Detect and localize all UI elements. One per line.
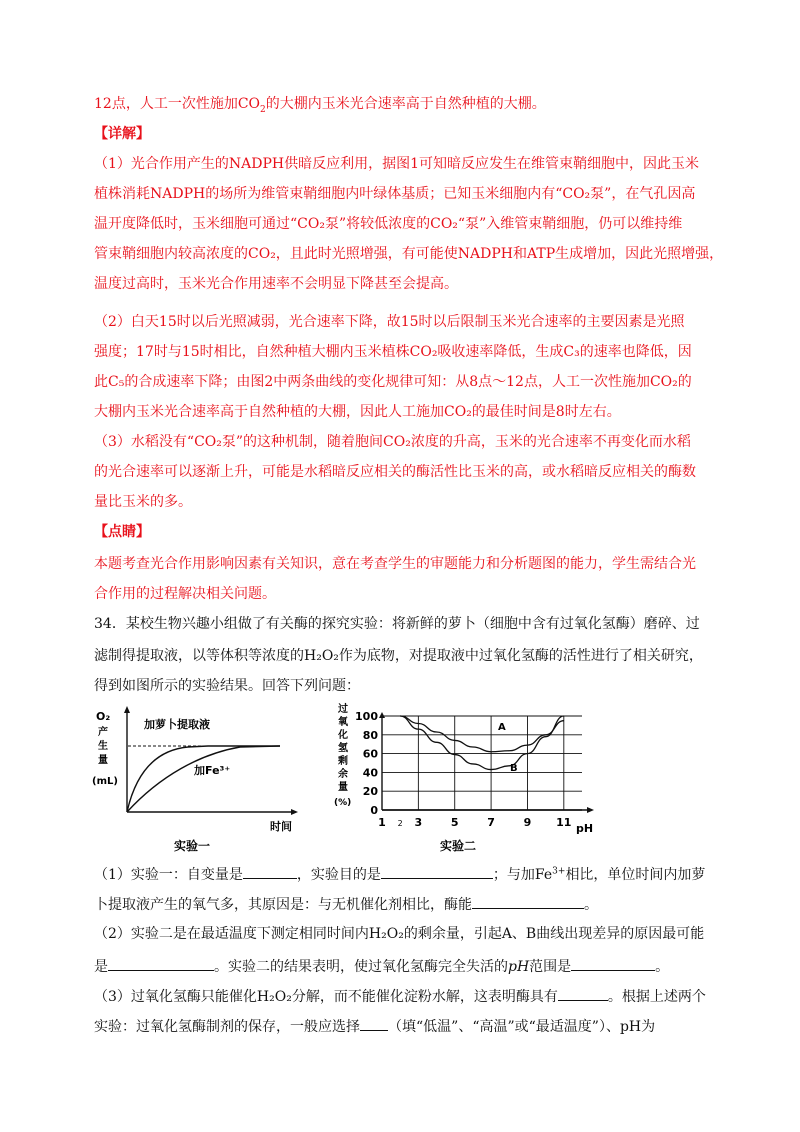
q34-stem-line3: 得到如图所示的实验结果。回答下列问题： — [94, 678, 360, 694]
exp2-title: 实验二 — [440, 839, 477, 853]
detail-q1-line3: 温开度降低时，玉米细胞可通过“CO₂泵”将较低浓度的CO₂“泵”入维管束鞘细胞，仍可以维持维 — [94, 216, 683, 232]
exp2-ytick-3: 60 — [362, 747, 378, 761]
blank-4[interactable] — [108, 956, 214, 971]
q34-sub2-line2: 是 。实验二的结果表明，使过氧化氢酶完全失活的pH范围是 。 — [94, 956, 714, 977]
detail-q3-line3: 量比玉米的多。 — [94, 494, 192, 510]
detail-q1-line1: （1）光合作用产生的NADPH供暗反应利用，据图1可知暗反应发生在维管束鞘细胞中，因此玉米 — [94, 156, 700, 172]
exp1-ylabel-2: 生 — [98, 741, 108, 752]
exp1-xlabel: 时间 — [270, 820, 292, 833]
detail-q1-line4: 管束鞘细胞内较高浓度的CO₂，且此时光照增强，有可能使NADPH和ATP生成增加，因此光照增强， — [94, 246, 724, 262]
exp2-xtick-3: 5 — [450, 816, 459, 829]
comment-line1: 本题考查光合作用影响因素有关知识，意在考查学生的审题能力和分析题图的能力，学生需结合光 — [94, 556, 696, 572]
answer-continuation: 12点，人工一次性施加$CO_2$的大棚内玉米光合速率高于自然种植的大棚。 — [94, 96, 546, 115]
exp1-legend-fe: 加Fe³⁺ — [194, 764, 231, 777]
exp1-series-fe — [127, 746, 280, 812]
exp2-ylabel-5: 余 — [338, 769, 348, 780]
detail-q3-line2: 的光合速率可以逐渐上升，可能是水稻暗反应相关的酶活性比玉米的高，或水稻暗反应相关的酶数 — [94, 464, 696, 480]
blank-5[interactable] — [571, 956, 655, 971]
detail-q2-line1: （2）白天15时以后光照减弱，光合速率下降，故15时以后限制玉米光合速率的主要因素是光照 — [94, 314, 685, 330]
exp1-ylabel-1: 产 — [98, 727, 108, 738]
detail-q2-line4: 大棚内玉米光合速率高于自然种植的大棚，因此人工施加CO₂的最佳时间是8时左右。 — [94, 404, 621, 420]
exp2-ytick-2: 40 — [362, 766, 378, 780]
blank-1[interactable] — [243, 864, 297, 879]
exp2-xtick-6: 11 — [556, 816, 572, 829]
detail-q3-line1: （3）水稻没有“CO₂泵”的这种机制，随着胞间CO₂浓度的升高，玉米的光合速率不再变化而水稻 — [94, 434, 691, 450]
exp2-ytick-4: 80 — [362, 728, 378, 742]
exp2-ytick-1: 20 — [362, 785, 378, 799]
exp2-ticks — [355, 710, 571, 829]
exp2-series-A — [400, 716, 564, 752]
exp1-y-arrow-icon — [124, 706, 130, 713]
exp2-y-arrow-icon — [379, 712, 385, 718]
comment-line2: 合作用的过程解决相关问题。 — [94, 586, 276, 602]
exp1-x-arrow-icon — [291, 809, 298, 815]
exp2-ylabel-3: 氢 — [338, 743, 348, 754]
exp2-ytick-5: 100 — [355, 710, 378, 723]
exp1-series-radish — [127, 746, 280, 812]
exp2-xtick-0: 1 — [378, 816, 386, 829]
exp2-ylabel-0: 过 — [338, 704, 348, 715]
exp2-label-a: A — [498, 722, 506, 733]
blank-2[interactable] — [381, 864, 493, 879]
exp2-ylabel-4: 剩 — [338, 756, 348, 767]
comment-heading: 【点睛】 — [94, 524, 150, 540]
exp1-ylabel-4: (mL) — [92, 776, 118, 787]
exp2-xlabel: pH — [576, 822, 594, 835]
q34-sub3-line1: （3）过氧化氢酶只能催化H₂O₂分解，而不能催化淀粉水解，这表明酶具有 。根据上述两个 — [94, 986, 714, 1007]
detail-q2-line3: 此C₅的合成速率下降；由图2中两条曲线的变化规律可知：从8点～12点，人工一次性施加CO₂的 — [94, 374, 692, 390]
exp2-ytick-0: 0 — [370, 804, 378, 817]
exp2-series-B — [400, 716, 564, 770]
blank-6[interactable] — [558, 986, 608, 1001]
exp1-title: 实验一 — [174, 839, 211, 853]
exp1-ylabel-3: 量 — [98, 755, 108, 766]
q34-sub3-line2: 实验：过氧化氢酶制剂的保存，一般应选择 （填“低温”、“高温”或“最适温度”）、pH为 — [94, 1016, 714, 1037]
q34-sub1-line2: 卜提取液产生的氧气多，其原因是：与无机催化剂相比，酶能 。 — [94, 894, 714, 915]
exp2-ylabel-6: 量 — [338, 782, 348, 793]
exp2-xtick-4: 7 — [487, 816, 495, 829]
exp2-ylabel-2: 化 — [338, 730, 348, 741]
detail-q1-line5: 温度过高时，玉米光合作用速率不会明显下降甚至会提高。 — [94, 276, 458, 292]
exp2-x-arrow-icon — [587, 807, 594, 813]
detail-q2-line2: 强度；17时与15时相比，自然种植大棚内玉米植株CO₂吸收速率降低，生成C₃的速率也降低，因 — [94, 344, 692, 360]
experiment-figures — [90, 698, 610, 866]
detail-q1-line2: 植株消耗NADPH的场所为维管束鞘细胞内叶绿体基质；已知玉米细胞内有“CO₂泵”，在气孔因高 — [94, 186, 696, 202]
q34-sub2-line1: （2）实验二是在最适温度下测定相同时间内H₂O₂的剩余量，引起A、B曲线出现差异的原因最可能 — [94, 926, 705, 942]
q34-sub1-line1: （1）实验一：自变量是 ，实验目的是 ；与加$Fe^{3+}$相比，单位时间内加萝 — [94, 864, 714, 885]
experiment2-chart — [334, 702, 594, 853]
q34-stem-line2: 滤制得提取液，以等体积等浓度的H₂O₂作为底物，对提取液中过氧化氢酶的活性进行了相关研究， — [94, 648, 703, 664]
blank-7[interactable] — [360, 1016, 388, 1031]
q34-stem-line1: 34．某校生物兴趣小组做了有关酶的探究实验：将新鲜的萝卜（细胞中含有过氧化氢酶）磨碎、过 — [94, 616, 700, 632]
exp2-grid — [379, 712, 594, 813]
blank-3[interactable] — [472, 894, 584, 909]
detail-heading: 【详解】 — [94, 126, 150, 142]
exp2-xtick-1: 2 — [397, 819, 403, 828]
exp2-ylabel-1: 氧 — [338, 717, 348, 728]
exp2-xtick-5: 9 — [523, 816, 532, 829]
exp1-legend-radish: 加萝卜提取液 — [144, 718, 210, 731]
exp2-ylabel-7: (%) — [334, 798, 352, 808]
exp2-series — [400, 716, 564, 770]
exp2-label-b: B — [510, 763, 518, 774]
exp1-ylabel-0: O₂ — [96, 710, 111, 723]
experiment1-chart — [92, 706, 298, 853]
exp2-xtick-2: 3 — [414, 816, 423, 829]
